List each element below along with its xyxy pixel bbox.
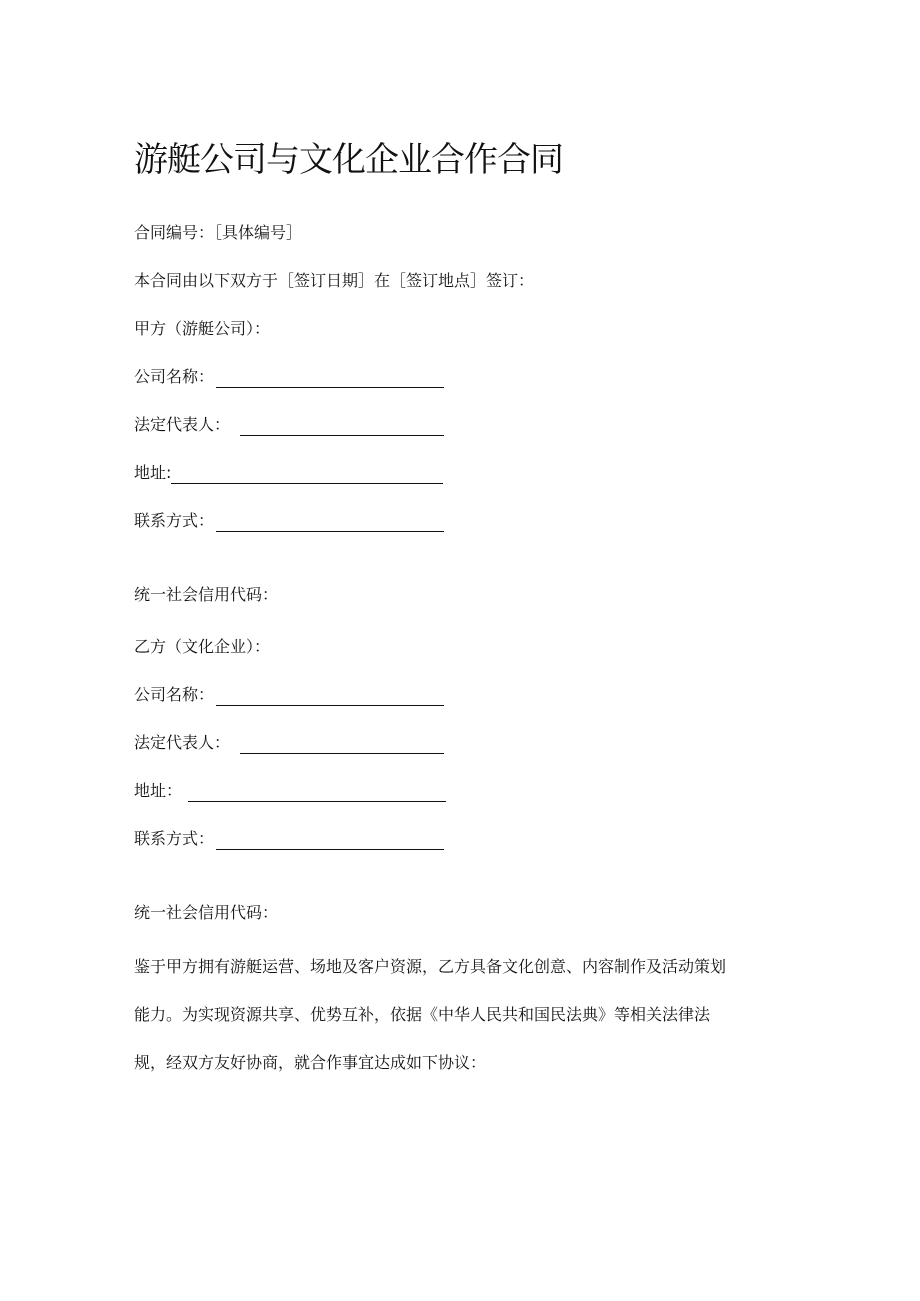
- party-a-name-label: 公司名称：: [134, 367, 215, 386]
- party-a-rep-blank: [240, 418, 444, 436]
- recital-line: 能力。为实现资源共享、优势互补，依据《中华人民共和国民法典》等相关法律法: [134, 1005, 711, 1024]
- recital-line: 鉴于甲方拥有游艇运营、场地及客户资源，乙方具备文化创意、内容制作及活动策划: [134, 957, 727, 976]
- party-b-name-label: 公司名称：: [134, 685, 215, 704]
- party-b-name-field: [134, 684, 444, 706]
- contract-number: 合同编号：［具体编号］: [134, 223, 303, 242]
- party-a-name-field: [134, 366, 444, 388]
- party-b-name-blank: [216, 688, 444, 706]
- party-b-contact-label: 联系方式：: [134, 829, 215, 848]
- party-a-contact-blank: [216, 514, 444, 532]
- party-a-rep-field: [134, 414, 444, 436]
- party-a-heading: 甲方（游艇公司）：: [134, 319, 271, 338]
- party-b-rep-blank: [240, 736, 444, 754]
- party-a-address-blank: [171, 466, 443, 484]
- party-b-rep-field: [134, 732, 444, 754]
- party-b-credit-code: 统一社会信用代码：: [134, 903, 279, 922]
- recital-line: 规，经双方友好协商，就合作事宜达成如下协议：: [134, 1053, 487, 1072]
- party-a-address-label: 地址:: [134, 463, 172, 482]
- party-b-heading: 乙方（文化企业）：: [134, 637, 271, 656]
- document-title: 游艇公司与文化企业合作合同: [134, 140, 563, 180]
- party-b-address-blank: [188, 784, 446, 802]
- party-a-rep-label: 法定代表人：: [134, 415, 231, 434]
- party-a-credit-code: 统一社会信用代码：: [134, 585, 279, 604]
- party-b-contact-field: [134, 828, 444, 850]
- party-b-address-label: 地址：: [134, 781, 183, 800]
- party-b-rep-label: 法定代表人：: [134, 733, 231, 752]
- party-b-address-field: [134, 780, 446, 802]
- party-a-address-field: [134, 462, 443, 484]
- preamble: 本合同由以下双方于［签订日期］在［签订地点］签订：: [134, 271, 535, 290]
- party-a-contact-label: 联系方式：: [134, 511, 215, 530]
- party-a-contact-field: [134, 510, 444, 532]
- party-a-name-blank: [216, 370, 444, 388]
- party-b-contact-blank: [216, 832, 444, 850]
